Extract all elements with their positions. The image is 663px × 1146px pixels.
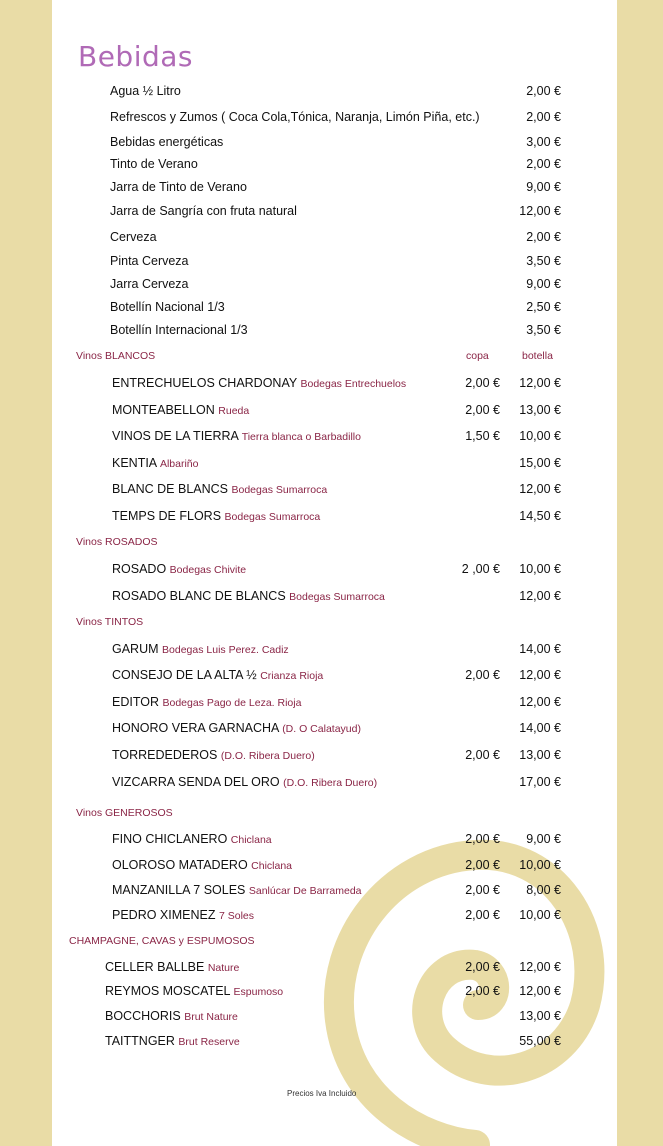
list-item: EDITOR Bodegas Pago de Leza. Rioja 12,00 €: [112, 695, 561, 709]
list-item: MANZANILLA 7 SOLES Sanlúcar De Barrameda 2,00 € 8,00 €: [112, 883, 561, 897]
list-item: HONORO VERA GARNACHA (D. O Calatayud) 14,00 €: [112, 721, 561, 735]
section-heading-generosos: Vinos GENEROSOS: [76, 807, 173, 819]
list-item: Cerveza 2,00 €: [110, 230, 561, 244]
list-item: BLANC DE BLANCS Bodegas Sumarroca 12,00 €: [112, 482, 561, 496]
column-header-copa: copa: [466, 350, 489, 362]
list-item: Jarra de Sangría con fruta natural 12,00 €: [110, 204, 561, 218]
list-item: FINO CHICLANERO Chiclana 2,00 € 9,00 €: [112, 832, 561, 846]
list-item: REYMOS MOSCATEL Espumoso 2,00 € 12,00 €: [105, 984, 561, 998]
list-item: Agua ½ Litro 2,00 €: [110, 84, 561, 98]
list-item: Botellín Internacional 1/3 3,50 €: [110, 323, 561, 337]
list-item: TEMPS DE FLORS Bodegas Sumarroca 14,50 €: [112, 509, 561, 523]
list-item: PEDRO XIMENEZ 7 Soles 2,00 € 10,00 €: [112, 908, 561, 922]
section-heading-champagne: CHAMPAGNE, CAVAS y ESPUMOSOS: [69, 935, 255, 947]
list-item: ENTRECHUELOS CHARDONAY Bodegas Entrechuelos 2,00 € 12,00 €: [112, 376, 561, 390]
section-heading-blancos: Vinos BLANCOS: [76, 350, 156, 362]
list-item: KENTIA Albariño 15,00 €: [112, 456, 561, 470]
list-item: VIZCARRA SENDA DEL ORO (D.O. Ribera Duero) 17,00 €: [112, 775, 561, 789]
page-title: Bebidas: [78, 40, 194, 73]
list-item: Jarra de Tinto de Verano 9,00 €: [110, 180, 561, 194]
list-item: BOCCHORIS Brut Nature 13,00 €: [105, 1009, 561, 1023]
column-header-botella: botella: [522, 350, 553, 362]
list-item: Refrescos y Zumos ( Coca Cola,Tónica, Naranja, Limón Piña, etc.) 2,00 €: [110, 110, 561, 124]
list-item: VINOS DE LA TIERRA Tierra blanca o Barbadillo 1,50 € 10,00 €: [112, 429, 561, 443]
list-item: Bebidas energéticas 3,00 €: [110, 135, 561, 149]
list-item: CONSEJO DE LA ALTA ½ Crianza Rioja 2,00 € 12,00 €: [112, 668, 561, 682]
footer-note: Precios Iva Incluido: [287, 1089, 357, 1098]
list-item: ROSADO Bodegas Chivite 2 ,00 € 10,00 €: [112, 562, 561, 576]
list-item: TORREDEDEROS (D.O. Ribera Duero) 2,00 € 13,00 €: [112, 748, 561, 762]
list-item: Pinta Cerveza 3,50 €: [110, 254, 561, 268]
list-item: MONTEABELLON Rueda 2,00 € 13,00 €: [112, 403, 561, 417]
list-item: OLOROSO MATADERO Chiclana 2,00 € 10,00 €: [112, 858, 561, 872]
list-item: Jarra Cerveza 9,00 €: [110, 277, 561, 291]
list-item: TAITTNGER Brut Reserve 55,00 €: [105, 1034, 561, 1048]
section-heading-tintos: Vinos TINTOS: [76, 616, 144, 628]
list-item: GARUM Bodegas Luis Perez. Cadiz 14,00 €: [112, 642, 561, 656]
section-heading-rosados: Vinos ROSADOS: [76, 536, 158, 548]
list-item: CELLER BALLBE Nature 2,00 € 12,00 €: [105, 960, 561, 974]
list-item: Botellín Nacional 1/3 2,50 €: [110, 300, 561, 314]
list-item: Tinto de Verano 2,00 €: [110, 157, 561, 171]
list-item: ROSADO BLANC DE BLANCS Bodegas Sumarroca 12,00 €: [112, 589, 561, 603]
